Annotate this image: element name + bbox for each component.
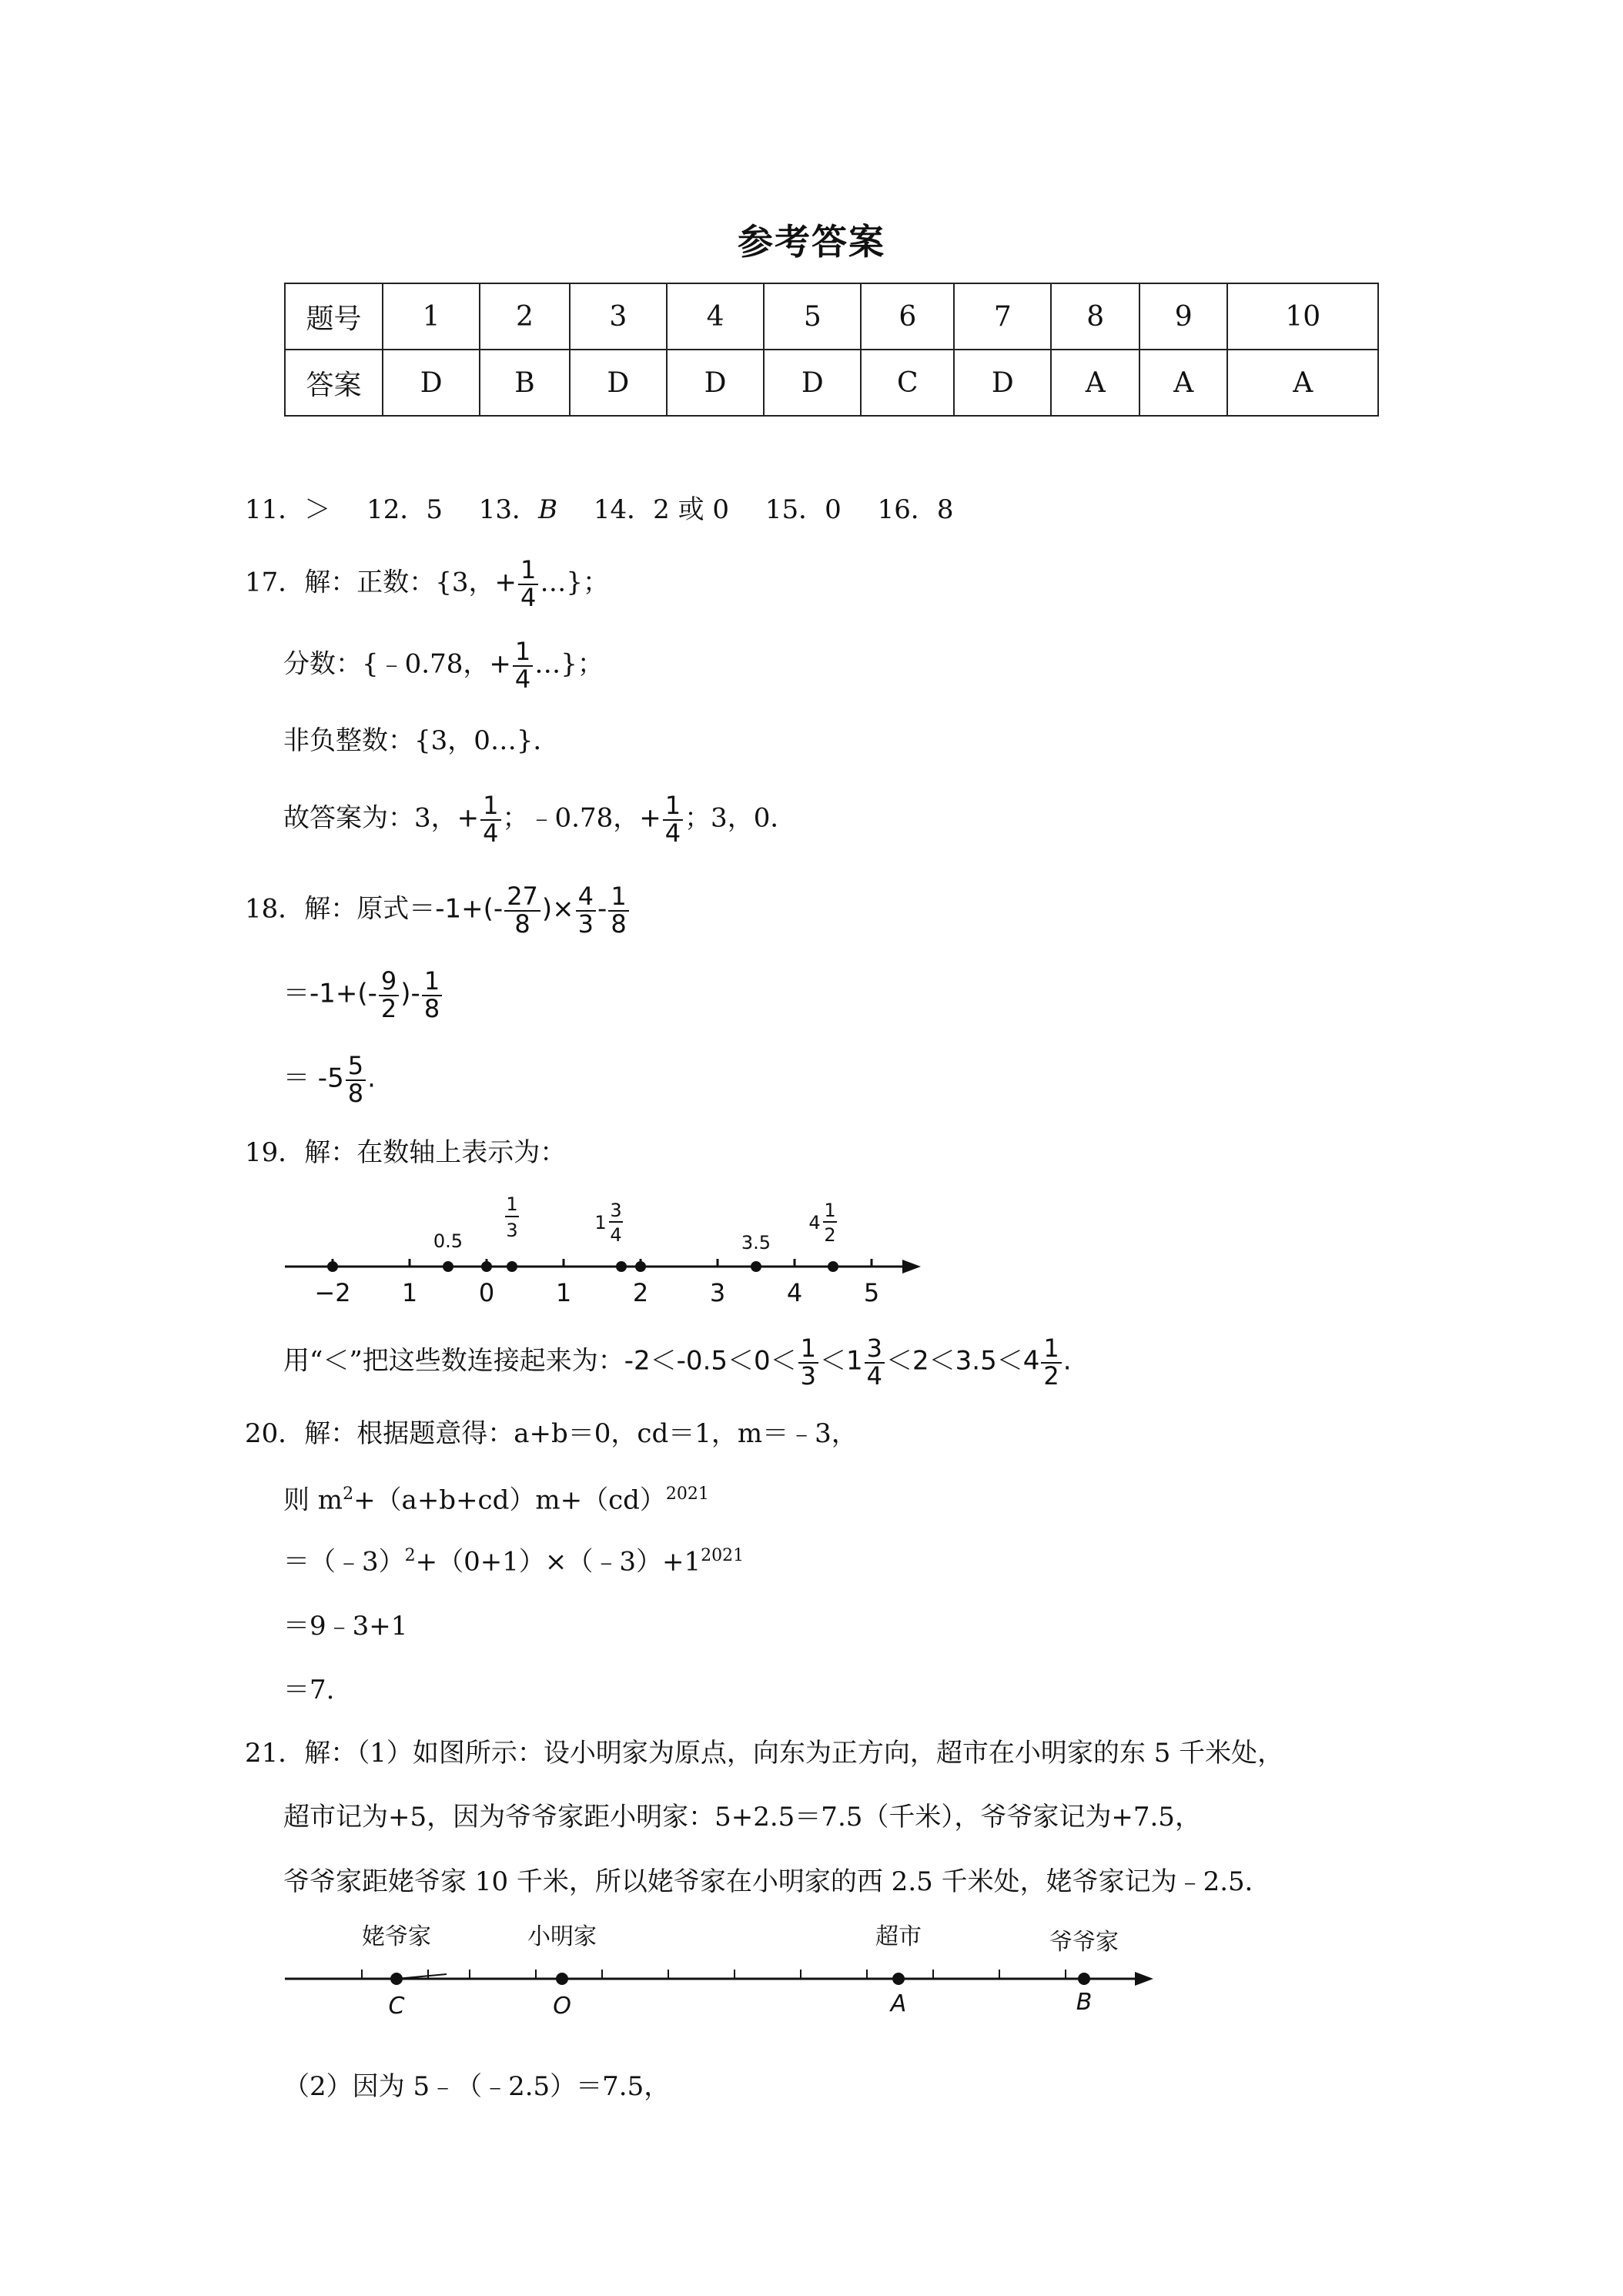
q20-line2 [283, 1484, 709, 1516]
q18-expr: )× [541, 893, 574, 925]
answer-table [284, 283, 1379, 417]
point-dot [828, 1261, 838, 1272]
q17-final-suffix: ；3，0． [684, 802, 797, 834]
short-answer-value: ＞ [304, 494, 331, 525]
q17-final-prefix: 故答案为：3， [283, 802, 457, 834]
point-label-3-5: 3.5 [741, 1232, 771, 1253]
q17-fraction-suffix: …}； [534, 648, 604, 680]
q18-expr: ＝-1+(- [283, 978, 377, 1009]
q21-line1-text: 解：（1）如图所示：设小明家为原点，向东为正方向，超市在小明家的东 5 千米处， [304, 1738, 1284, 1769]
point-dot-c [390, 1973, 403, 1985]
tick-label: 2 [632, 1278, 649, 1307]
fraction: $\frac{1}{4}$ [513, 639, 533, 692]
q17-sign: + [494, 567, 517, 598]
table-cell-answer: D [764, 350, 861, 416]
q17-jie: 解： [304, 567, 357, 598]
q18-line1 [245, 884, 631, 937]
place-label: 小明家 [527, 1923, 597, 1950]
q19-order-expr: ＜1 [820, 1345, 863, 1377]
fraction: $\frac{4}{3}$ [576, 884, 596, 937]
short-answer-value: B [538, 494, 558, 525]
point-dot [327, 1261, 338, 1272]
table-cell-number: 10 [1227, 283, 1378, 350]
q17-line1 [245, 557, 609, 611]
table-cell-answer: D [383, 350, 480, 416]
q17-line2 [283, 639, 604, 692]
fraction: $\frac{1}{8}$ [422, 969, 442, 1022]
fraction: $\frac{5}{8}$ [346, 1053, 366, 1106]
table-cell-number: 6 [861, 283, 954, 350]
point-letter: B [1076, 1989, 1093, 2016]
short-answer-num: 12． [366, 494, 427, 525]
short-answer-value: 8 [936, 494, 954, 525]
table-cell-number: 1 [383, 283, 480, 350]
q20-expr: +（a+b+cd）m+（cd） [353, 1484, 666, 1516]
point-label-1-3-4-num: 3 [610, 1200, 622, 1221]
table-cell-number: 7 [954, 283, 1051, 350]
table-cell-number: 8 [1051, 283, 1139, 350]
table-header-label: 题号 [285, 283, 383, 350]
q20-line4: ＝9﹣3+1 [283, 1611, 408, 1642]
short-answer-value: 0 [825, 494, 842, 525]
q21-line1 [245, 1738, 1284, 1769]
q21-line2: 超市记为+5，因为爷爷家距小明家：5+2.5＝7.5（千米），爷爷家记为+7.5， [283, 1802, 1201, 1832]
short-answer-num: 16． [877, 494, 937, 525]
q20-sup: 2 [404, 1546, 416, 1565]
point-label-1-3-4-whole: 1 [594, 1212, 607, 1233]
q18-expr: . [367, 1063, 376, 1094]
table-cell-answer: A [1227, 350, 1378, 416]
answer-table-answer-row [285, 350, 1378, 416]
q20-expr: +（0+1）×（﹣3）+1 [415, 1546, 701, 1578]
q18-expr: )- [400, 978, 420, 1009]
table-cell-number: 9 [1139, 283, 1227, 350]
q21-line4: （2）因为 5﹣（﹣2.5）＝7.5， [283, 2071, 671, 2102]
point-dot [635, 1261, 646, 1272]
point-dot-b [1078, 1973, 1090, 1985]
q18-expr: - [597, 893, 607, 925]
q18-prefix: 解：原式＝ [304, 893, 436, 925]
q17-sign: + [457, 802, 480, 834]
q18-expr: -1+(- [435, 893, 504, 925]
q19-order-expr: -2＜-0.5＜0＜ [624, 1345, 797, 1377]
q20-sup: 2021 [701, 1546, 745, 1565]
q18-line3 [283, 1053, 376, 1106]
point-label-1-3-num: 1 [506, 1193, 518, 1215]
q17-final-mid: ；﹣0.78， [502, 802, 640, 834]
q19-order-prefix: 用“＜”把这些数连接起来为： [283, 1345, 624, 1377]
table-cell-answer: B [480, 350, 569, 416]
point-label-4-1-2-den: 2 [824, 1224, 836, 1246]
q21-line3: 爷爷家距姥爷家 10 千米，所以姥爷家在小明家的西 2.5 千米处，姥爷家记为﹣2.5． [283, 1866, 1271, 1897]
short-answer-value: 5 [426, 494, 443, 525]
short-answers-line [245, 494, 954, 525]
page-title: 参考答案 [738, 221, 885, 263]
point-label-0-5: 0.5 [433, 1230, 463, 1252]
q17-line4 [283, 793, 796, 846]
answer-table-number-row [285, 283, 1378, 350]
table-cell-answer: A [1139, 350, 1227, 416]
table-cell-answer: A [1051, 350, 1139, 416]
table-cell-number: 5 [764, 283, 861, 350]
q20-sup: 2 [343, 1484, 354, 1504]
table-cell-number: 4 [667, 283, 764, 350]
fraction: $\frac{3}{4}$ [865, 1336, 885, 1389]
point-dot [751, 1261, 761, 1272]
point-letter: C [388, 1993, 405, 2020]
point-dot [443, 1261, 453, 1272]
q19-order-expr: ＜2＜3.5＜4 [886, 1345, 1040, 1377]
axis-arrow [1135, 1972, 1153, 1986]
point-letter: A [890, 1990, 907, 2017]
q17-line3: 非负整数：{3，0…}． [283, 725, 560, 756]
place-label: 爷爷家 [1049, 1929, 1119, 1956]
place-label: 超市 [875, 1923, 922, 1950]
point-dot [507, 1261, 517, 1272]
q19-order-expr: . [1062, 1345, 1072, 1377]
point-dot [616, 1261, 627, 1272]
table-cell-answer: C [861, 350, 954, 416]
q17-fraction-label: 分数：{﹣0.78， [283, 648, 490, 680]
table-cell-answer: D [667, 350, 764, 416]
point-dot-o [556, 1973, 568, 1985]
question-number: 18． [245, 893, 305, 925]
point-label-1-3-4-den: 4 [610, 1224, 622, 1246]
tick-label: 1 [401, 1278, 418, 1307]
axis-arrow [902, 1260, 921, 1274]
q19-line1 [245, 1137, 567, 1168]
tick-label: 0 [478, 1278, 495, 1307]
short-answer-num: 13． [478, 494, 539, 525]
fraction: $\frac{1}{8}$ [608, 884, 628, 937]
fraction: $\frac{1}{3}$ [798, 1336, 818, 1389]
table-cell-answer: D [570, 350, 667, 416]
question-number: 20． [245, 1418, 305, 1449]
table-cell-answer: D [954, 350, 1051, 416]
table-cell-number: 2 [480, 283, 569, 350]
q17-sign: + [489, 648, 511, 680]
fraction: $\frac{1}{4}$ [518, 557, 538, 611]
table-cell-number: 3 [570, 283, 667, 350]
fraction: $\frac{1}{4}$ [663, 793, 683, 846]
q20-line5: ＝7. [283, 1675, 335, 1705]
q19-order-line [283, 1336, 1072, 1389]
question-number: 21． [245, 1738, 305, 1769]
point-dot [481, 1261, 492, 1272]
short-answer-num: 11． [245, 494, 305, 525]
q17-sign: + [639, 802, 661, 834]
tick-label: 4 [786, 1278, 803, 1307]
point-label-1-3-den: 3 [506, 1220, 518, 1241]
q20-sup: 2021 [665, 1484, 709, 1504]
point-label-4-1-2-num: 1 [824, 1200, 836, 1221]
q20-line3 [283, 1546, 745, 1578]
q19-number-line [277, 1186, 939, 1309]
short-answer-num: 14． [593, 494, 654, 525]
point-letter: O [553, 1993, 571, 2020]
short-answer-value: 2 或 0 [653, 494, 730, 525]
q19-intro: 解：在数轴上表示为： [304, 1137, 567, 1168]
q20-line1-text: 解：根据题意得：a+b＝0，cd＝1，m＝﹣3， [304, 1418, 858, 1449]
point-label-4-1-2-whole: 4 [808, 1212, 821, 1233]
tick-label: 3 [709, 1278, 726, 1307]
table-answer-label: 答案 [285, 350, 383, 416]
fraction: $\frac{1}{4}$ [480, 793, 500, 846]
fraction: $\frac{1}{2}$ [1041, 1336, 1061, 1389]
q20-line1 [245, 1418, 858, 1449]
question-number: 19． [245, 1137, 305, 1168]
q17-positive-label: 正数：{3， [356, 567, 495, 598]
q21-number-line [277, 1917, 1163, 2025]
q18-line2 [283, 966, 443, 1023]
q18-expr: ＝ -5 [283, 1063, 344, 1094]
short-answer-num: 15． [765, 494, 825, 525]
fraction: $\frac{9}{2}$ [379, 969, 399, 1022]
question-number: 17． [245, 567, 305, 598]
q17-positive-suffix: …}； [540, 567, 610, 598]
q20-expr: ＝（﹣3） [283, 1546, 405, 1578]
fraction: $\frac{27}{8}$ [504, 884, 540, 937]
tick-label: −2 [314, 1278, 351, 1307]
tick-label: 1 [555, 1278, 572, 1307]
point-dot-a [892, 1973, 905, 1985]
tick-label: 5 [863, 1278, 880, 1307]
q20-expr: 则 m [283, 1484, 343, 1516]
place-label: 姥爷家 [362, 1923, 431, 1950]
